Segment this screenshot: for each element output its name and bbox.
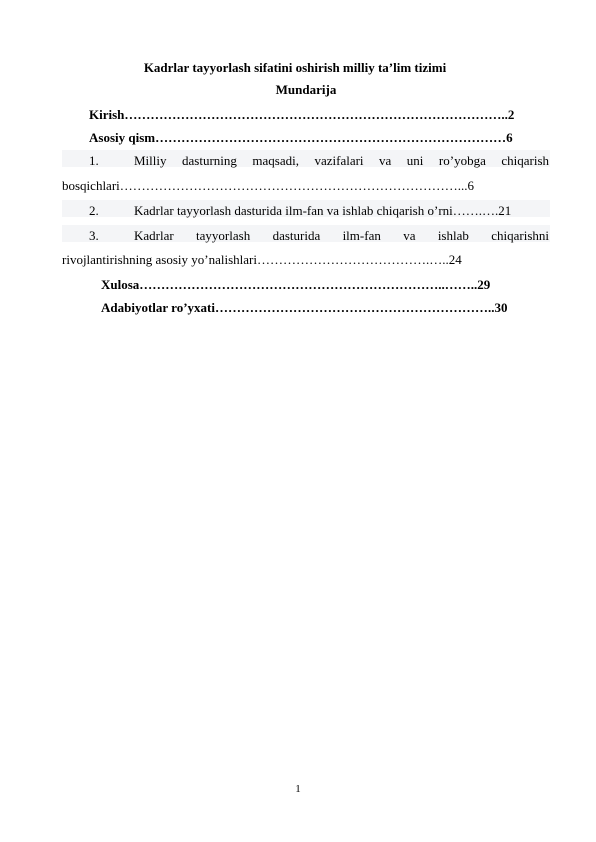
toc-entry-item-3-cont[interactable]: rivojlantirishning asosiy yo’nalishlari………………………………….…..24 — [62, 252, 462, 267]
document-title: Kadrlar tayyorlash sifatini oshirish milliy ta’lim tizimi — [143, 60, 447, 75]
toc-entry-asosiy-qism[interactable]: Asosiy qism………………………………………………………………………6 — [89, 130, 513, 145]
toc-entry-xulosa[interactable]: Xulosa……………………………………………………………..……..29 — [101, 277, 491, 292]
toc-heading: Mundarija — [275, 82, 337, 97]
toc-item-2-number: 2. — [89, 203, 99, 218]
toc-entry-item-1[interactable]: Milliy dasturning maqsadi, vazifalari va uni ro’yobga chiqarish — [134, 153, 549, 168]
toc-entry-adabiyotlar[interactable]: Adabiyotlar ro’yxati………………………………………………………..30 — [101, 300, 508, 315]
toc-entry-item-1-cont[interactable]: bosqichlari……………………………………………………………………...6 — [62, 178, 475, 193]
toc-entry-kirish[interactable]: Kirish……………………………………………………………………………..2 — [89, 107, 515, 122]
toc-entry-item-3[interactable]: Kadrlar tayyorlash dasturida ilm-fan va ishlab chiqarishni — [134, 228, 549, 243]
toc-item-1-number: 1. — [89, 153, 99, 168]
toc-entry-item-2[interactable]: Kadrlar tayyorlash dasturida ilm-fan va ishlab chiqarish o’rni…….….21 — [134, 203, 512, 218]
toc-item-3-number: 3. — [89, 228, 99, 243]
page-number: 1 — [295, 783, 301, 795]
